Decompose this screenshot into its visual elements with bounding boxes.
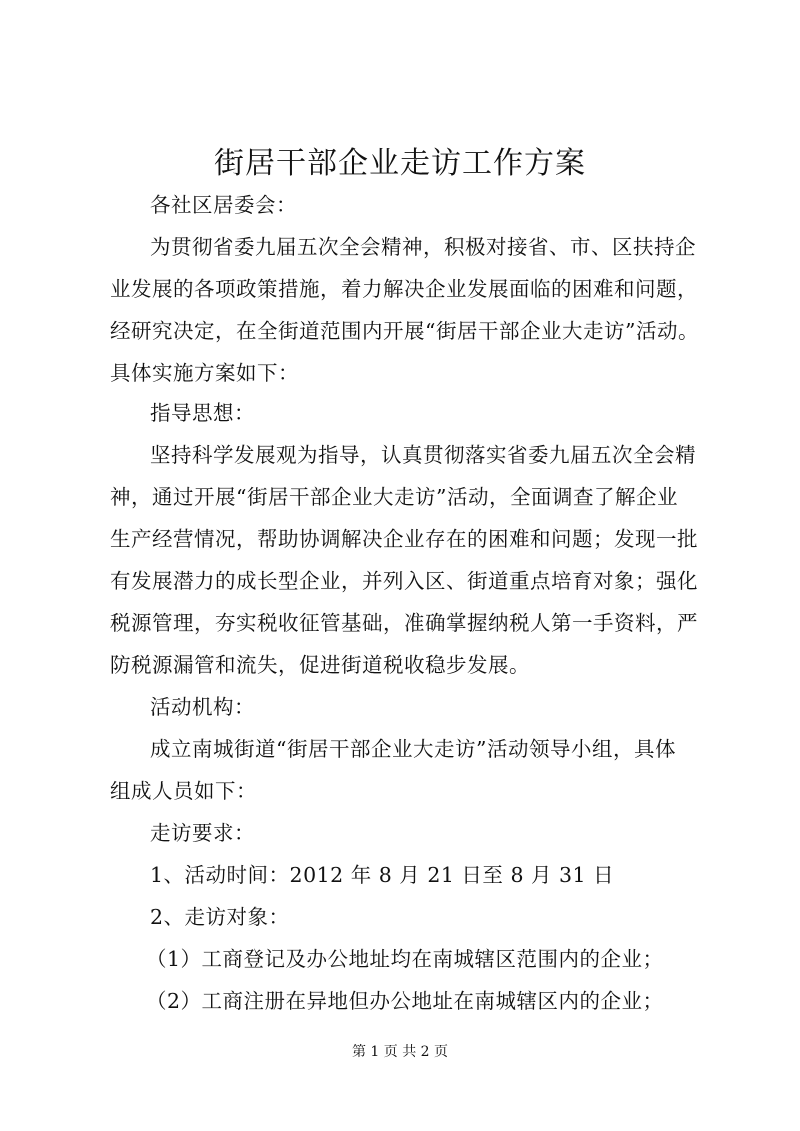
salutation: 各社区居委会： (150, 193, 297, 217)
guiding-line-4: 有发展潜力的成长型企业，并列入区、街道重点培育对象；强化 (110, 569, 698, 593)
guiding-line-5: 税源管理，夯实税收征管基础，准确掌握纳税人第一手资料，严 (110, 611, 698, 635)
target-item-2: （2）工商注册在异地但办公地址在南城辖区内的企业； (146, 989, 664, 1013)
intro-line-2: 业发展的各项政策措施，着力解决企业发展面临的困难和问题， (110, 277, 698, 301)
guiding-line-1: 坚持科学发展观为指导，认真贯彻落实省委九届五次全会精 (150, 443, 696, 467)
guiding-line-6: 防税源漏管和流失，促进街道税收稳步发展。 (110, 653, 530, 677)
guiding-line-3: 生产经营情况，帮助协调解决企业存在的困难和问题；发现一批 (110, 527, 698, 551)
org-line-1: 成立南城街道“街居干部企业大走访”活动领导小组，具体 (150, 737, 676, 761)
intro-line-3: 经研究决定，在全街道范围内开展“街居干部企业大走访”活动。 (110, 319, 699, 343)
org-line-2: 组成人员如下： (110, 779, 257, 803)
page-title: 街居干部企业走访工作方案 (214, 146, 586, 181)
guiding-heading: 指导思想： (150, 401, 255, 425)
page-number: 第 1 页 共 2 页 (351, 1044, 449, 1060)
requirement-target: 2、走访对象： (150, 905, 290, 929)
guiding-line-2: 神，通过开展“街居干部企业大走访”活动，全面调查了解企业 (110, 485, 678, 509)
target-item-1: （1）工商登记及办公地址均在南城辖区范围内的企业； (146, 947, 664, 971)
intro-line-4: 具体实施方案如下： (110, 361, 299, 385)
intro-line-1: 为贯彻省委九届五次全会精神，积极对接省、市、区扶持企 (150, 235, 696, 259)
requirements-heading: 走访要求： (150, 821, 255, 845)
requirement-time: 1、活动时间：2012 年 8 月 21 日至 8 月 31 日 (150, 863, 615, 887)
org-heading: 活动机构： (150, 695, 255, 719)
